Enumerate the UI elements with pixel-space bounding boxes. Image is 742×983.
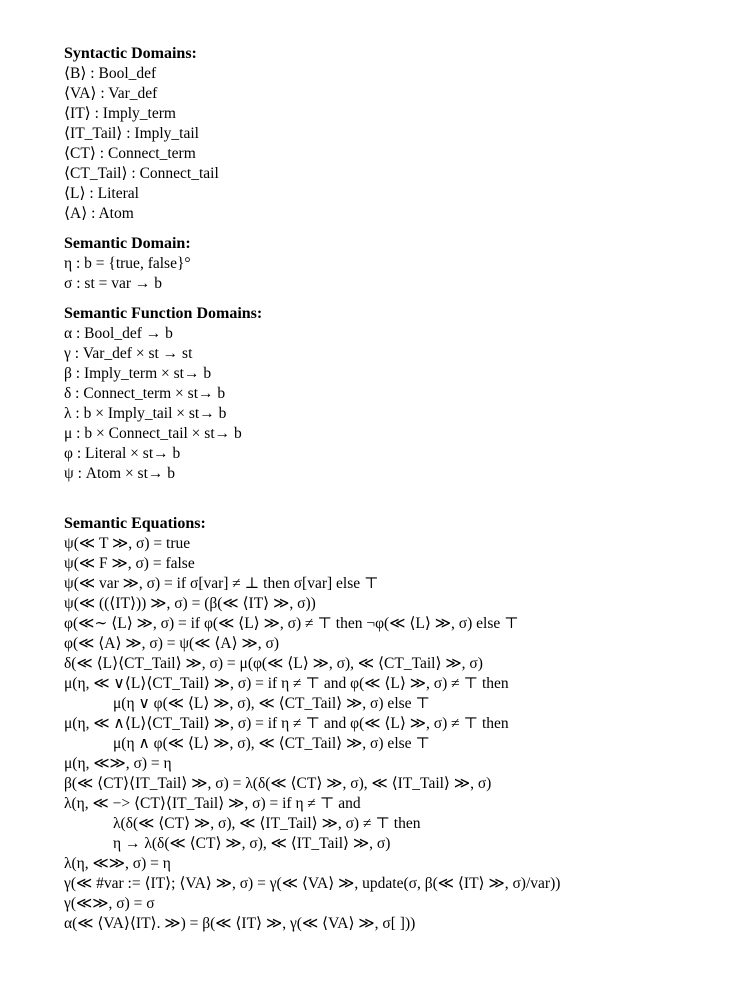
domain-line: ⟨VA⟩ : Var_def [64, 85, 158, 102]
equation-line: μ(η, ≪ ∨⟨L⟩⟨CT_Tail⟩ ≫, σ) = if η ≠ ⊤ and φ(≪ ⟨L⟩ ≫, σ) ≠ ⊤ then [64, 675, 509, 692]
function-line: λ : b × Imply_tail × st→ b [64, 405, 227, 422]
function-line: β : Imply_term × st→ b [64, 365, 212, 382]
domain-line: ⟨IT⟩ : Imply_term [64, 105, 176, 122]
equation-continuation: μ(η ∧ φ(≪ ⟨L⟩ ≫, σ), ≪ ⟨CT_Tail⟩ ≫, σ) else ⊤ [113, 735, 430, 752]
equation-continuation: λ(δ(≪ ⟨CT⟩ ≫, σ), ≪ ⟨IT_Tail⟩ ≫, σ) ≠ ⊤ then [113, 815, 421, 832]
domain-line: σ : st = var → b [64, 275, 163, 292]
semantic-equations-section [64, 514, 724, 934]
domain-line: ⟨CT⟩ : Connect_term [64, 145, 196, 162]
equation-line: λ(η, ≪ −> ⟨CT⟩⟨IT_Tail⟩ ≫, σ) = if η ≠ ⊤ and [64, 795, 361, 812]
semantics-document [64, 44, 724, 934]
equation-line: λ(η, ≪≫, σ) = η [64, 855, 171, 872]
equation-line: δ(≪ ⟨L⟩⟨CT_Tail⟩ ≫, σ) = μ(φ(≪ ⟨L⟩ ≫, σ), ≪ ⟨CT_Tail⟩ ≫, σ) [64, 655, 483, 672]
semantic-equations-heading: Semantic Equations: [64, 515, 206, 532]
equation-line: μ(η, ≪≫, σ) = η [64, 755, 172, 772]
equation-line: φ(≪∼ ⟨L⟩ ≫, σ) = if φ(≪ ⟨L⟩ ≫, σ) ≠ ⊤ then ¬φ(≪ ⟨L⟩ ≫, σ) else ⊤ [64, 615, 519, 632]
function-line: γ : Var_def × st → st [64, 345, 193, 362]
equation-line: γ(≪≫, σ) = σ [64, 895, 155, 912]
equation-line: ψ(≪ T ≫, σ) = true [64, 535, 191, 552]
function-line: μ : b × Connect_tail × st→ b [64, 425, 242, 442]
equation-line: α(≪ ⟨VA⟩⟨IT⟩. ≫) = β(≪ ⟨IT⟩ ≫, γ(≪ ⟨VA⟩ ≫, σ[ ])) [64, 915, 416, 932]
equation-line: ψ(≪ var ≫, σ) = if σ[var] ≠ ⊥ then σ[var] else ⊤ [64, 575, 379, 592]
function-line: δ : Connect_term × st→ b [64, 385, 226, 402]
semantic-domain-section [64, 234, 724, 294]
equation-continuation: μ(η ∨ φ(≪ ⟨L⟩ ≫, σ), ≪ ⟨CT_Tail⟩ ≫, σ) else ⊤ [113, 695, 430, 712]
equation-line: ψ(≪ F ≫, σ) = false [64, 555, 195, 572]
domain-line: ⟨L⟩ : Literal [64, 185, 139, 202]
domain-line: ⟨IT_Tail⟩ : Imply_tail [64, 125, 199, 142]
equation-line: ψ(≪ ((⟨IT⟩)) ≫, σ) = (β(≪ ⟨IT⟩ ≫, σ)) [64, 595, 316, 612]
function-line: φ : Literal × st→ b [64, 445, 181, 462]
domain-line: η : b = {true, false}° [64, 255, 191, 272]
equation-line: β(≪ ⟨CT⟩⟨IT_Tail⟩ ≫, σ) = λ(δ(≪ ⟨CT⟩ ≫, σ), ≪ ⟨IT_Tail⟩ ≫, σ) [64, 775, 492, 792]
domain-line: ⟨B⟩ : Bool_def [64, 65, 157, 82]
equation-line: μ(η, ≪ ∧⟨L⟩⟨CT_Tail⟩ ≫, σ) = if η ≠ ⊤ and φ(≪ ⟨L⟩ ≫, σ) ≠ ⊤ then [64, 715, 509, 732]
semantic-domain-heading: Semantic Domain: [64, 235, 191, 252]
equation-line: γ(≪ #var := ⟨IT⟩; ⟨VA⟩ ≫, σ) = γ(≪ ⟨VA⟩ ≫, update(σ, β(≪ ⟨IT⟩ ≫, σ)/var)) [64, 875, 561, 892]
domain-line: ⟨A⟩ : Atom [64, 205, 134, 222]
equation-continuation: η → λ(δ(≪ ⟨CT⟩ ≫, σ), ≪ ⟨IT_Tail⟩ ≫, σ) [113, 835, 391, 852]
function-line: ψ : Atom × st→ b [64, 465, 176, 482]
syntactic-domains-section [64, 44, 724, 224]
function-domains-section [64, 304, 724, 484]
equation-line: φ(≪ ⟨A⟩ ≫, σ) = ψ(≪ ⟨A⟩ ≫, σ) [64, 635, 279, 652]
function-line: α : Bool_def → b [64, 325, 173, 342]
syntactic-domains-heading: Syntactic Domains: [64, 45, 197, 62]
function-domains-heading: Semantic Function Domains: [64, 305, 263, 322]
domain-line: ⟨CT_Tail⟩ : Connect_tail [64, 165, 219, 182]
